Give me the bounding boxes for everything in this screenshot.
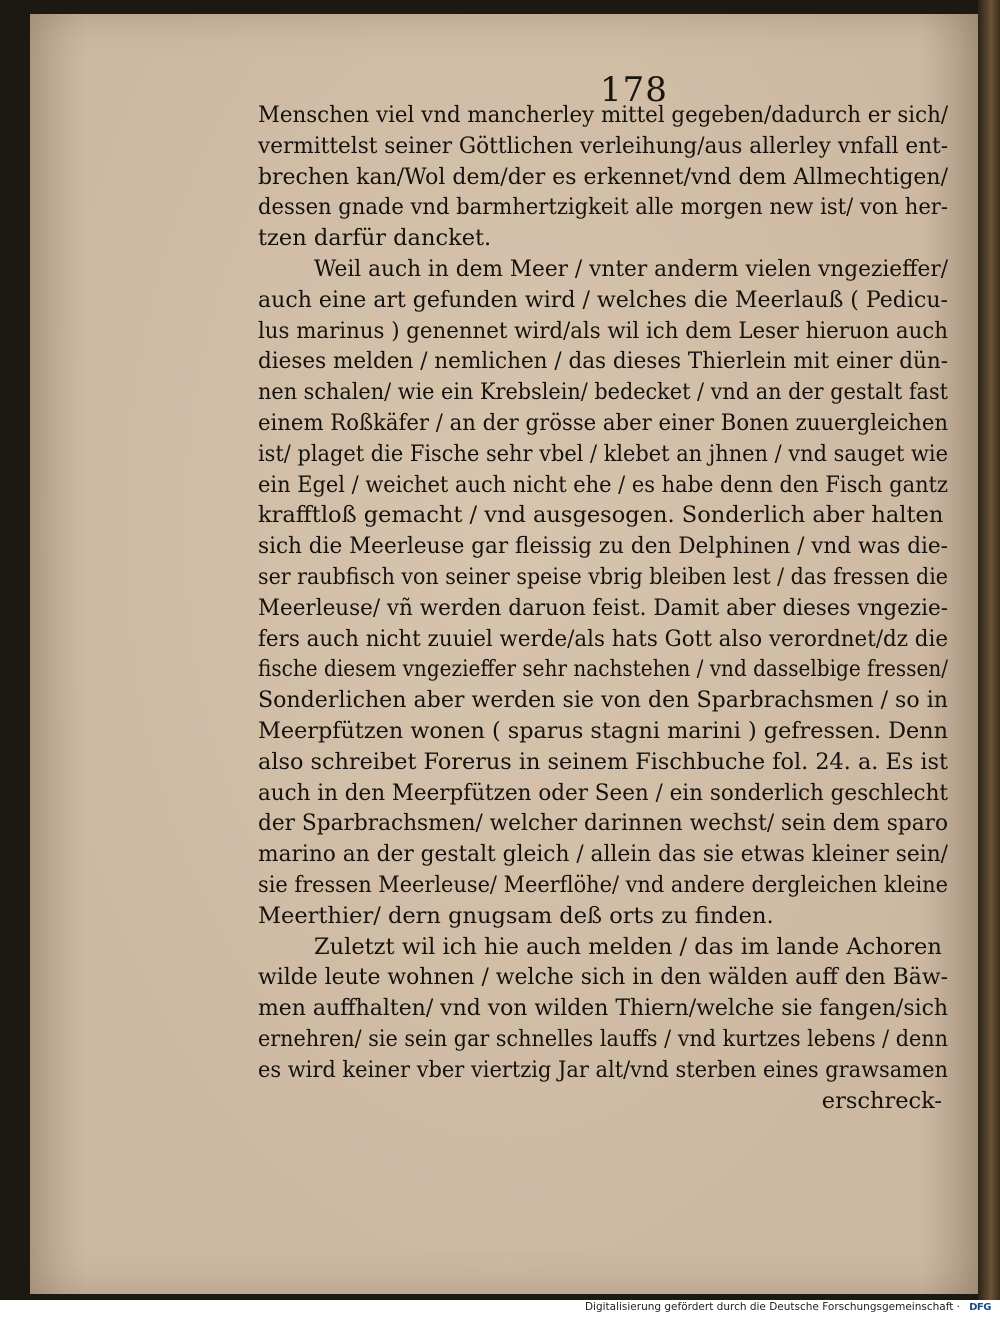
text-line: der Sparbrachsmen/ welcher darinnen wechst/ sein dem sparo xyxy=(258,810,949,837)
text-line: lus marinus ) genennet wird/als wil ich dem Leser hieruon auch xyxy=(258,317,948,344)
text-line: nen schalen/ wie ein Krebslein/ bedecket / vnd an der gestalt fast xyxy=(258,379,948,406)
text-line: ernehren/ sie sein gar schnelles lauffs / vnd kurtzes lebens / denn xyxy=(258,1025,948,1052)
text-line: ein Egel / weichet auch nicht ehe / es habe denn den Fisch gantz xyxy=(258,471,948,498)
text-line: es wird keiner vber viertzig Jar alt/vnd sterben eines grawsamen xyxy=(258,1056,948,1083)
text-line: vermittelst seiner Göttlichen verleihung/aus allerley vnfall ent- xyxy=(258,132,949,159)
text-line: sie fressen Meerleuse/ Meerflöhe/ vnd andere dergleichen kleine xyxy=(258,871,948,898)
text-line: Meerleuse/ vñ werden daruon feist. Damit aber dieses vngezie- xyxy=(258,594,948,621)
text-line: auch eine art gefunden wird / welches die Meerlauß ( Pedicu- xyxy=(258,286,948,313)
text-line: wilde leute wohnen / welche sich in den wälden auff den Bäw- xyxy=(258,964,948,991)
text-line: Meerthier/ dern gnugsam deß orts zu finden. xyxy=(258,902,774,929)
text-line: tzen darfür dancket. xyxy=(258,225,492,252)
text-line: krafftloß gemacht / vnd ausgesogen. Sonderlich aber halten xyxy=(258,502,944,529)
text-line: fers auch nicht zuuiel werde/als hats Gott also verordnet/dz die xyxy=(258,625,949,652)
text-line: dieses melden / nemlichen / das dieses Thierlein mit einer dün- xyxy=(258,348,949,375)
page-number: 178 xyxy=(600,70,668,110)
text-line: fische diesem vngezieffer sehr nachstehen / vnd dasselbige fressen/ xyxy=(258,656,948,683)
text-line: brechen kan/Wol dem/der es erkennet/vnd dem Allmechtigen/ xyxy=(258,163,948,190)
text-line: Sonderlichen aber werden sie von den Sparbrachsmen / so in xyxy=(258,687,949,714)
text-line: sich die Meerleuse gar fleissig zu den Delphinen / vnd was die- xyxy=(258,533,948,560)
text-line: Meerpfützen wonen ( sparus stagni marini ) gefressen. Denn xyxy=(258,717,949,744)
text-line: also schreibet Forerus in seinem Fischbuche fol. 24. a. Es ist xyxy=(258,748,949,775)
text-line: marino an der gestalt gleich / allein das sie etwas kleiner sein/ xyxy=(258,841,948,868)
text-line: Zuletzt wil ich hie auch melden / das im lande Achoren xyxy=(314,933,942,960)
text-line: men auffhalten/ vnd von wilden Thiern/welche sie fangen/sich xyxy=(258,995,949,1022)
text-line: Weil auch in dem Meer / vnter anderm vielen vngezieffer/ xyxy=(314,255,949,282)
body-text xyxy=(258,100,948,1116)
text-line: dessen gnade vnd barmhertzigkeit alle morgen new ist/ von her- xyxy=(258,194,948,221)
book-edge xyxy=(978,0,1000,1300)
text-line: ser raubfisch von seiner speise vbrig bleiben lest / das fressen die xyxy=(258,563,948,590)
catchword: erschreck- xyxy=(821,1087,942,1114)
dfg-logo: DFG xyxy=(969,1302,991,1313)
text-line: Menschen viel vnd mancherley mittel gegeben/dadurch er sich/ xyxy=(258,102,949,128)
text-line: auch in den Meerpfützen oder Seen / ein sonderlich geschlecht xyxy=(258,779,949,806)
text-line: einem Roßkäfer / an der grösse aber einer Bonen zuuergleichen xyxy=(258,409,948,436)
footer-credit: Digitalisierung gefördert durch die Deutsche Forschungsgemeinschaft · xyxy=(584,1301,960,1313)
text-line: ist/ plaget die Fische sehr vbel / klebet an jhnen / vnd sauget wie xyxy=(258,440,948,467)
